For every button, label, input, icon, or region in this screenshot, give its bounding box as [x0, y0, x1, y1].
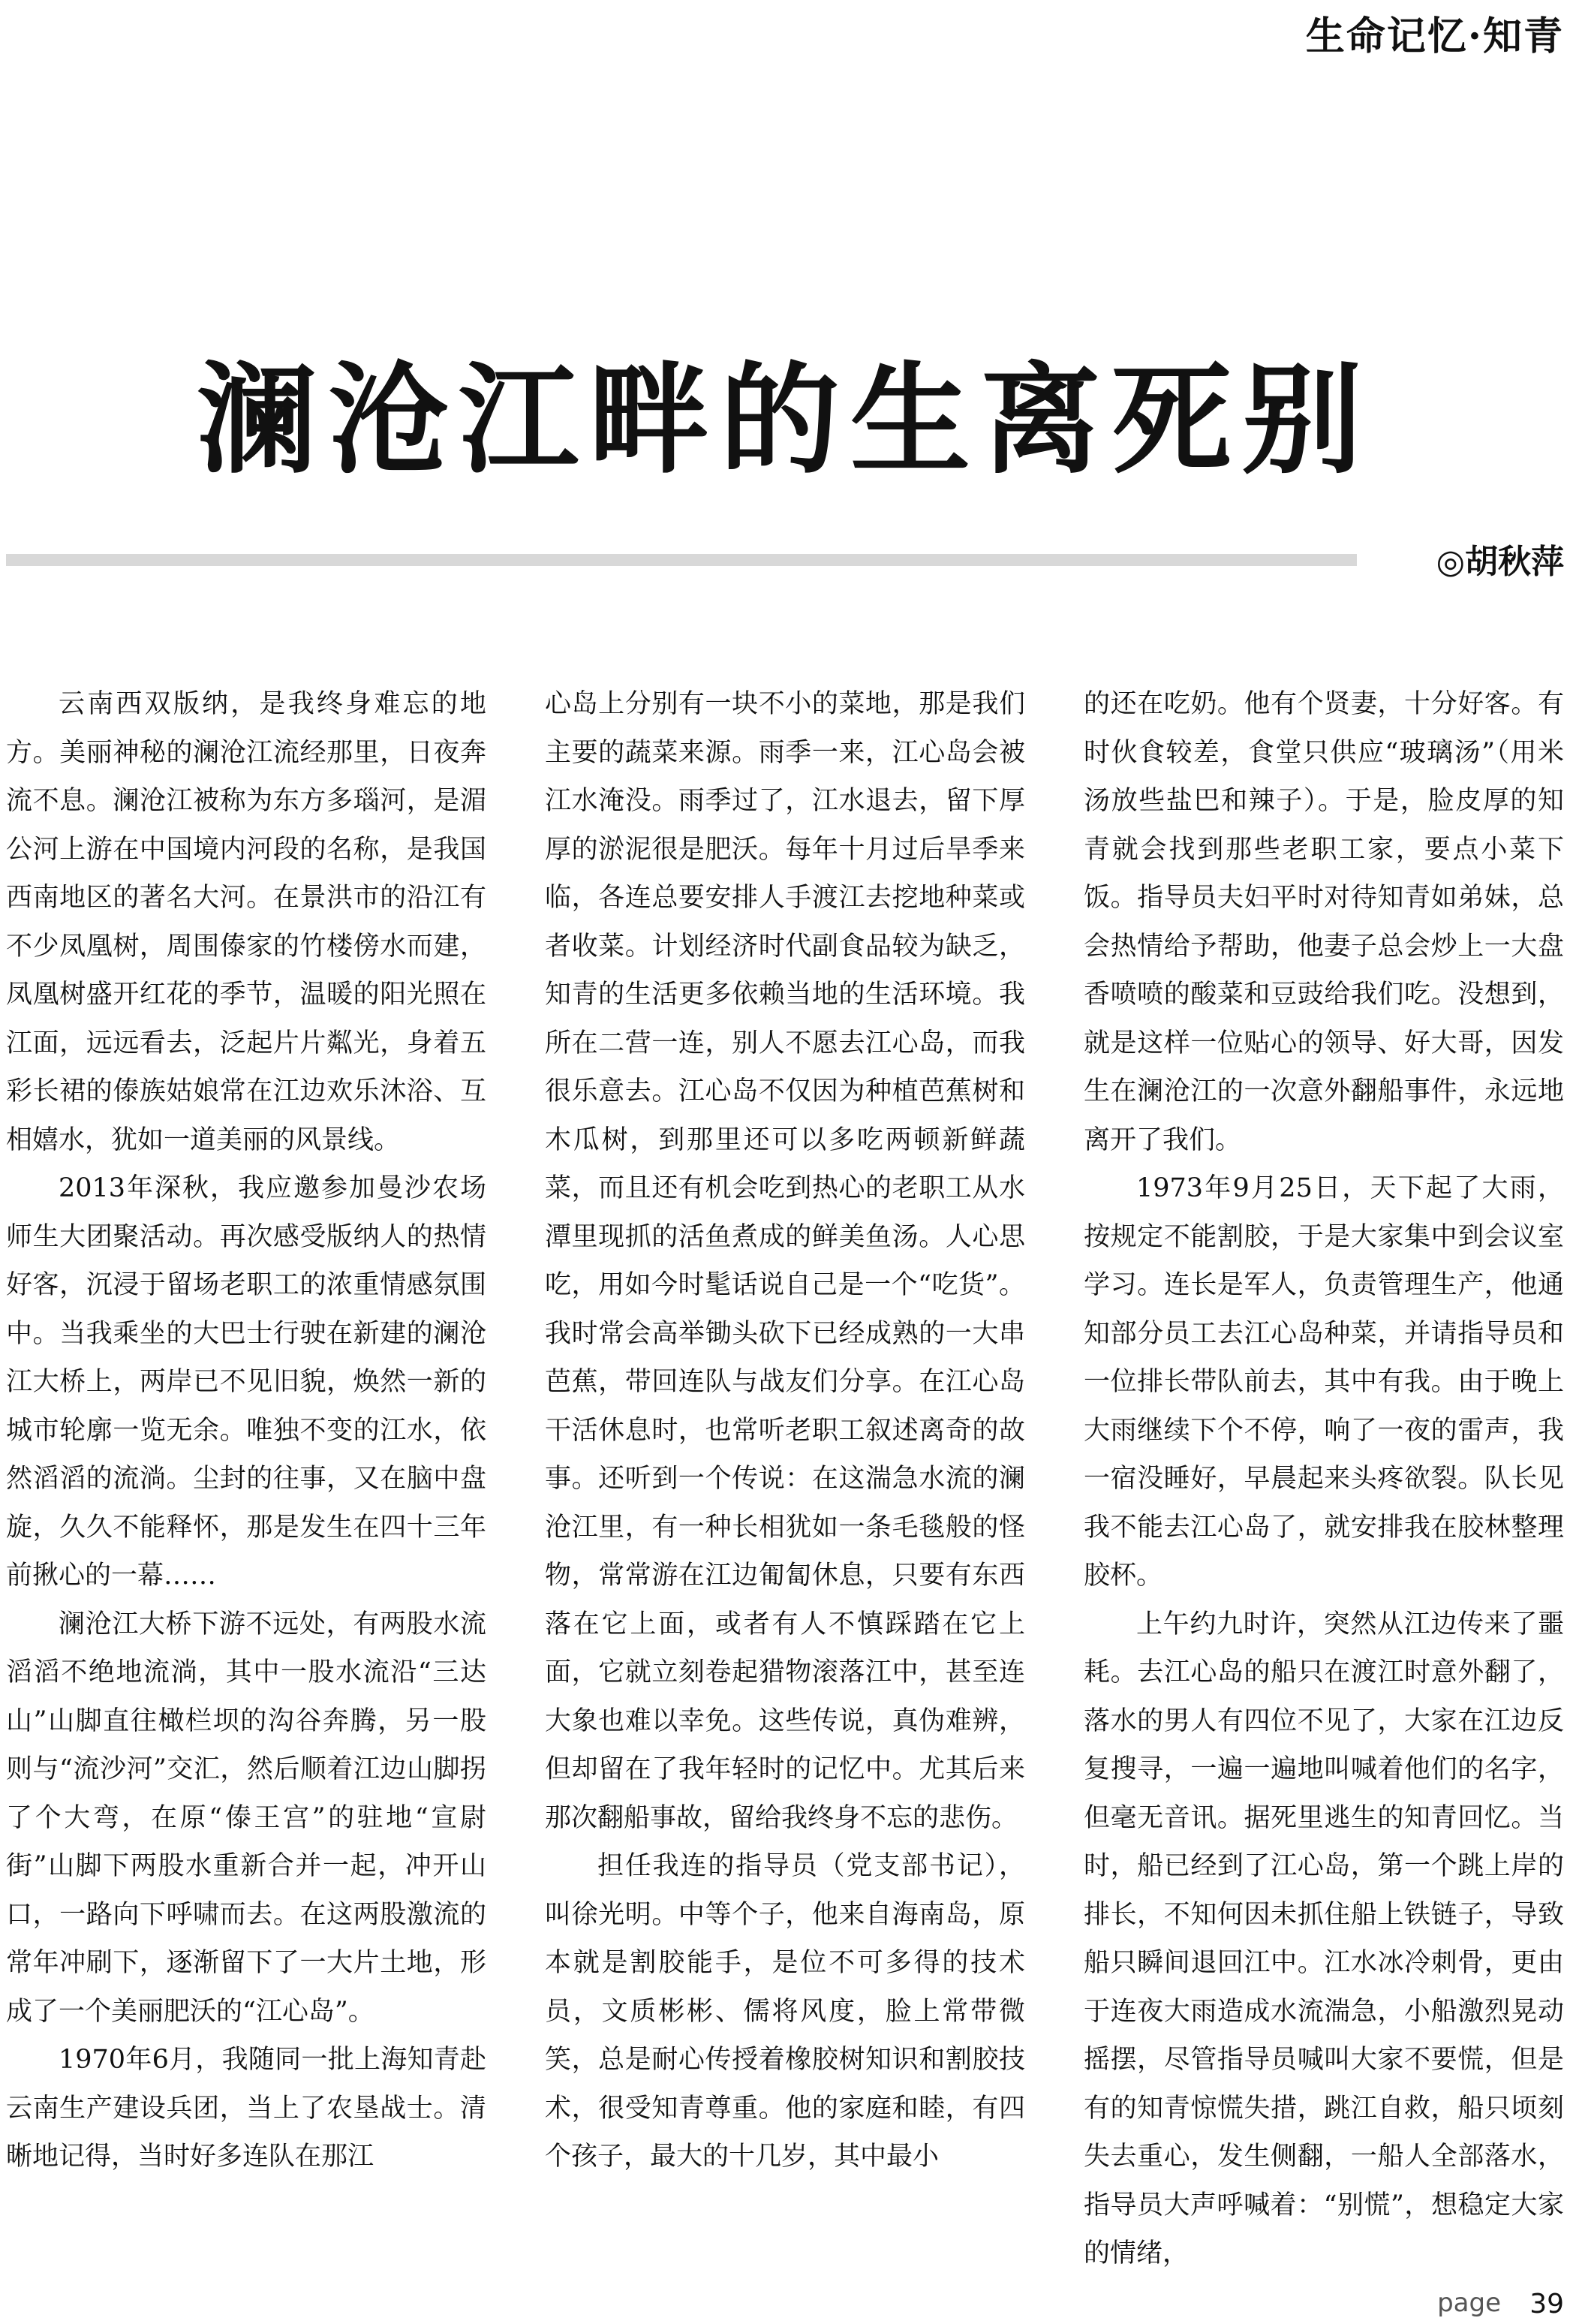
- section-tag: 生命记忆·知青: [1305, 14, 1564, 59]
- column-1: [6, 680, 486, 2181]
- column-3: [1084, 680, 1564, 2278]
- page-number: 39: [1529, 2289, 1564, 2319]
- paragraph: 1970年6月，我随同一批上海知青赴云南生产建设兵团，当上了农垦战士。清晰地记得，当时好多连队在那江: [6, 2045, 486, 2172]
- page-label: page: [1437, 2288, 1501, 2318]
- title-rule: [6, 554, 1357, 566]
- paragraph: 的还在吃奶。他有个贤妻，十分好客。有时伙食较差，食堂只供应“玻璃汤”（用米汤放些盐巴和辣子）。于是，脸皮厚的知青就会找到那些老职工家，要点小菜下饭。指导员夫妇平时对待知青如弟妹，总会热情给予帮助，他妻子总会炒上一大盘香喷喷的酸菜和豆豉给我们吃。没想到，就是这样一位贴心的领导、好大哥，因发生在澜沧江的一次意外翻船事件，永远地离开了我们。: [1084, 689, 1564, 1155]
- paragraph: 担任我连的指导员（党支部书记），叫徐光明。中等个子，他来自海南岛，原本就是割胶能手，是位不可多得的技术员，文质彬彬、儒将风度，脸上常带微笑，总是耐心传授着橡胶树知识和割胶技术，很受知青尊重。他的家庭和睦，有四个孩子，最大的十几岁，其中最小: [545, 1851, 1025, 2172]
- paragraph: 云南西双版纳，是我终身难忘的地方。美丽神秘的澜沧江流经那里，日夜奔流不息。澜沧江被称为东方多瑙河，是湄公河上游在中国境内河段的名称，是我国西南地区的著名大河。在景洪市的沿江有不少凤凰树，周围傣家的竹楼傍水而建，凤凰树盛开红花的季节，温暖的阳光照在江面，远远看去，泛起片片粼光，身着五彩长裙的傣族姑娘常在江边欢乐沐浴、互相嬉水，犹如一道美丽的风景线。: [6, 689, 486, 1155]
- paragraph: 上午约九时许，突然从江边传来了噩耗。去江心岛的船只在渡江时意外翻了，落水的男人有四位不见了，大家在江边反复搜寻，一遍一遍地叫喊着他们的名字，但毫无音讯。据死里逃生的知青回忆。当时，船已经到了江心岛，第一个跳上岸的排长，不知何因未抓住船上铁链子，导致船只瞬间退回江中。江水冰冷刺骨，更由于连夜大雨造成水流湍急，小船激烈晃动摇摆，尽管指导员喊叫大家不要慌，但是有的知青惊慌失措，跳江自救，船只顷刻失去重心，发生侧翻，一船人全部落水，指导员大声呼喊着：“别慌”，想稳定大家的情绪，: [1084, 1609, 1564, 2268]
- byline: ◎胡秋萍: [1436, 543, 1564, 581]
- column-2: [545, 680, 1025, 2181]
- paragraph: 澜沧江大桥下游不远处，有两股水流滔滔不绝地流淌，其中一股水流沿“三达山”山脚直往橄栏坝的沟谷奔腾，另一股则与“流沙河”交汇，然后顺着江边山脚拐了个大弯，在原“傣王宫”的驻地“宣尉街”山脚下两股水重新合并一起，冲开山口，一路向下呼啸而去。在这两股激流的常年冲刷下，逐渐留下了一大片土地，形成了一个美丽肥沃的“江心岛”。: [6, 1609, 486, 2027]
- paragraph: 2013年深秋，我应邀参加曼沙农场师生大团聚活动。再次感受版纳人的热情好客，沉浸于留场老职工的浓重情感氛围中。当我乘坐的大巴士行驶在新建的澜沧江大桥上，两岸已不见旧貌，焕然一新的城市轮廓一览无余。唯独不变的江水，依然滔滔的流淌。尘封的往事，又在脑中盘旋，久久不能释怀，那是发生在四十三年前揪心的一幕……: [6, 1173, 486, 1591]
- paragraph: 1973年9月25日，天下起了大雨，按规定不能割胶，于是大家集中到会议室学习。连长是军人，负责管理生产，他通知部分员工去江心岛种菜，并请指导员和一位排长带队前去，其中有我。由于晚上大雨继续下个不停，响了一夜的雷声，我一宿没睡好，早晨起来头疼欲裂。队长见我不能去江心岛了，就安排我在胶林整理胶杯。: [1084, 1173, 1564, 1591]
- paragraph: 心岛上分别有一块不小的菜地，那是我们主要的蔬菜来源。雨季一来，江心岛会被江水淹没。雨季过了，江水退去，留下厚厚的淤泥很是肥沃。每年十月过后旱季来临，各连总要安排人手渡江去挖地种菜或者收菜。计划经济时代副食品较为缺乏，知青的生活更多依赖当地的生活环境。我所在二营一连，别人不愿去江心岛，而我很乐意去。江心岛不仅因为种植芭蕉树和木瓜树，到那里还可以多吃两顿新鲜蔬菜，而且还有机会吃到热心的老职工从水潭里现抓的活鱼煮成的鲜美鱼汤。人心思吃，用如今时髦话说自己是一个“吃货”。我时常会高举锄头砍下已经成熟的一大串芭蕉，带回连队与战友们分享。在江心岛干活休息时，也常听老职工叙述离奇的故事。还听到一个传说：在这湍急水流的澜沧江里，有一种长相犹如一条毛毯般的怪物，常常游在江边匍匐休息，只要有东西落在它上面，或者有人不慎踩踏在它上面，它就立刻卷起猎物滚落江中，甚至连大象也难以幸免。这些传说，真伪难辨，但却留在了我年轻时的记忆中。尤其后来那次翻船事故，留给我终身不忘的悲伤。: [545, 689, 1025, 1833]
- article-title: 澜沧江畔的生离死别: [197, 349, 1373, 491]
